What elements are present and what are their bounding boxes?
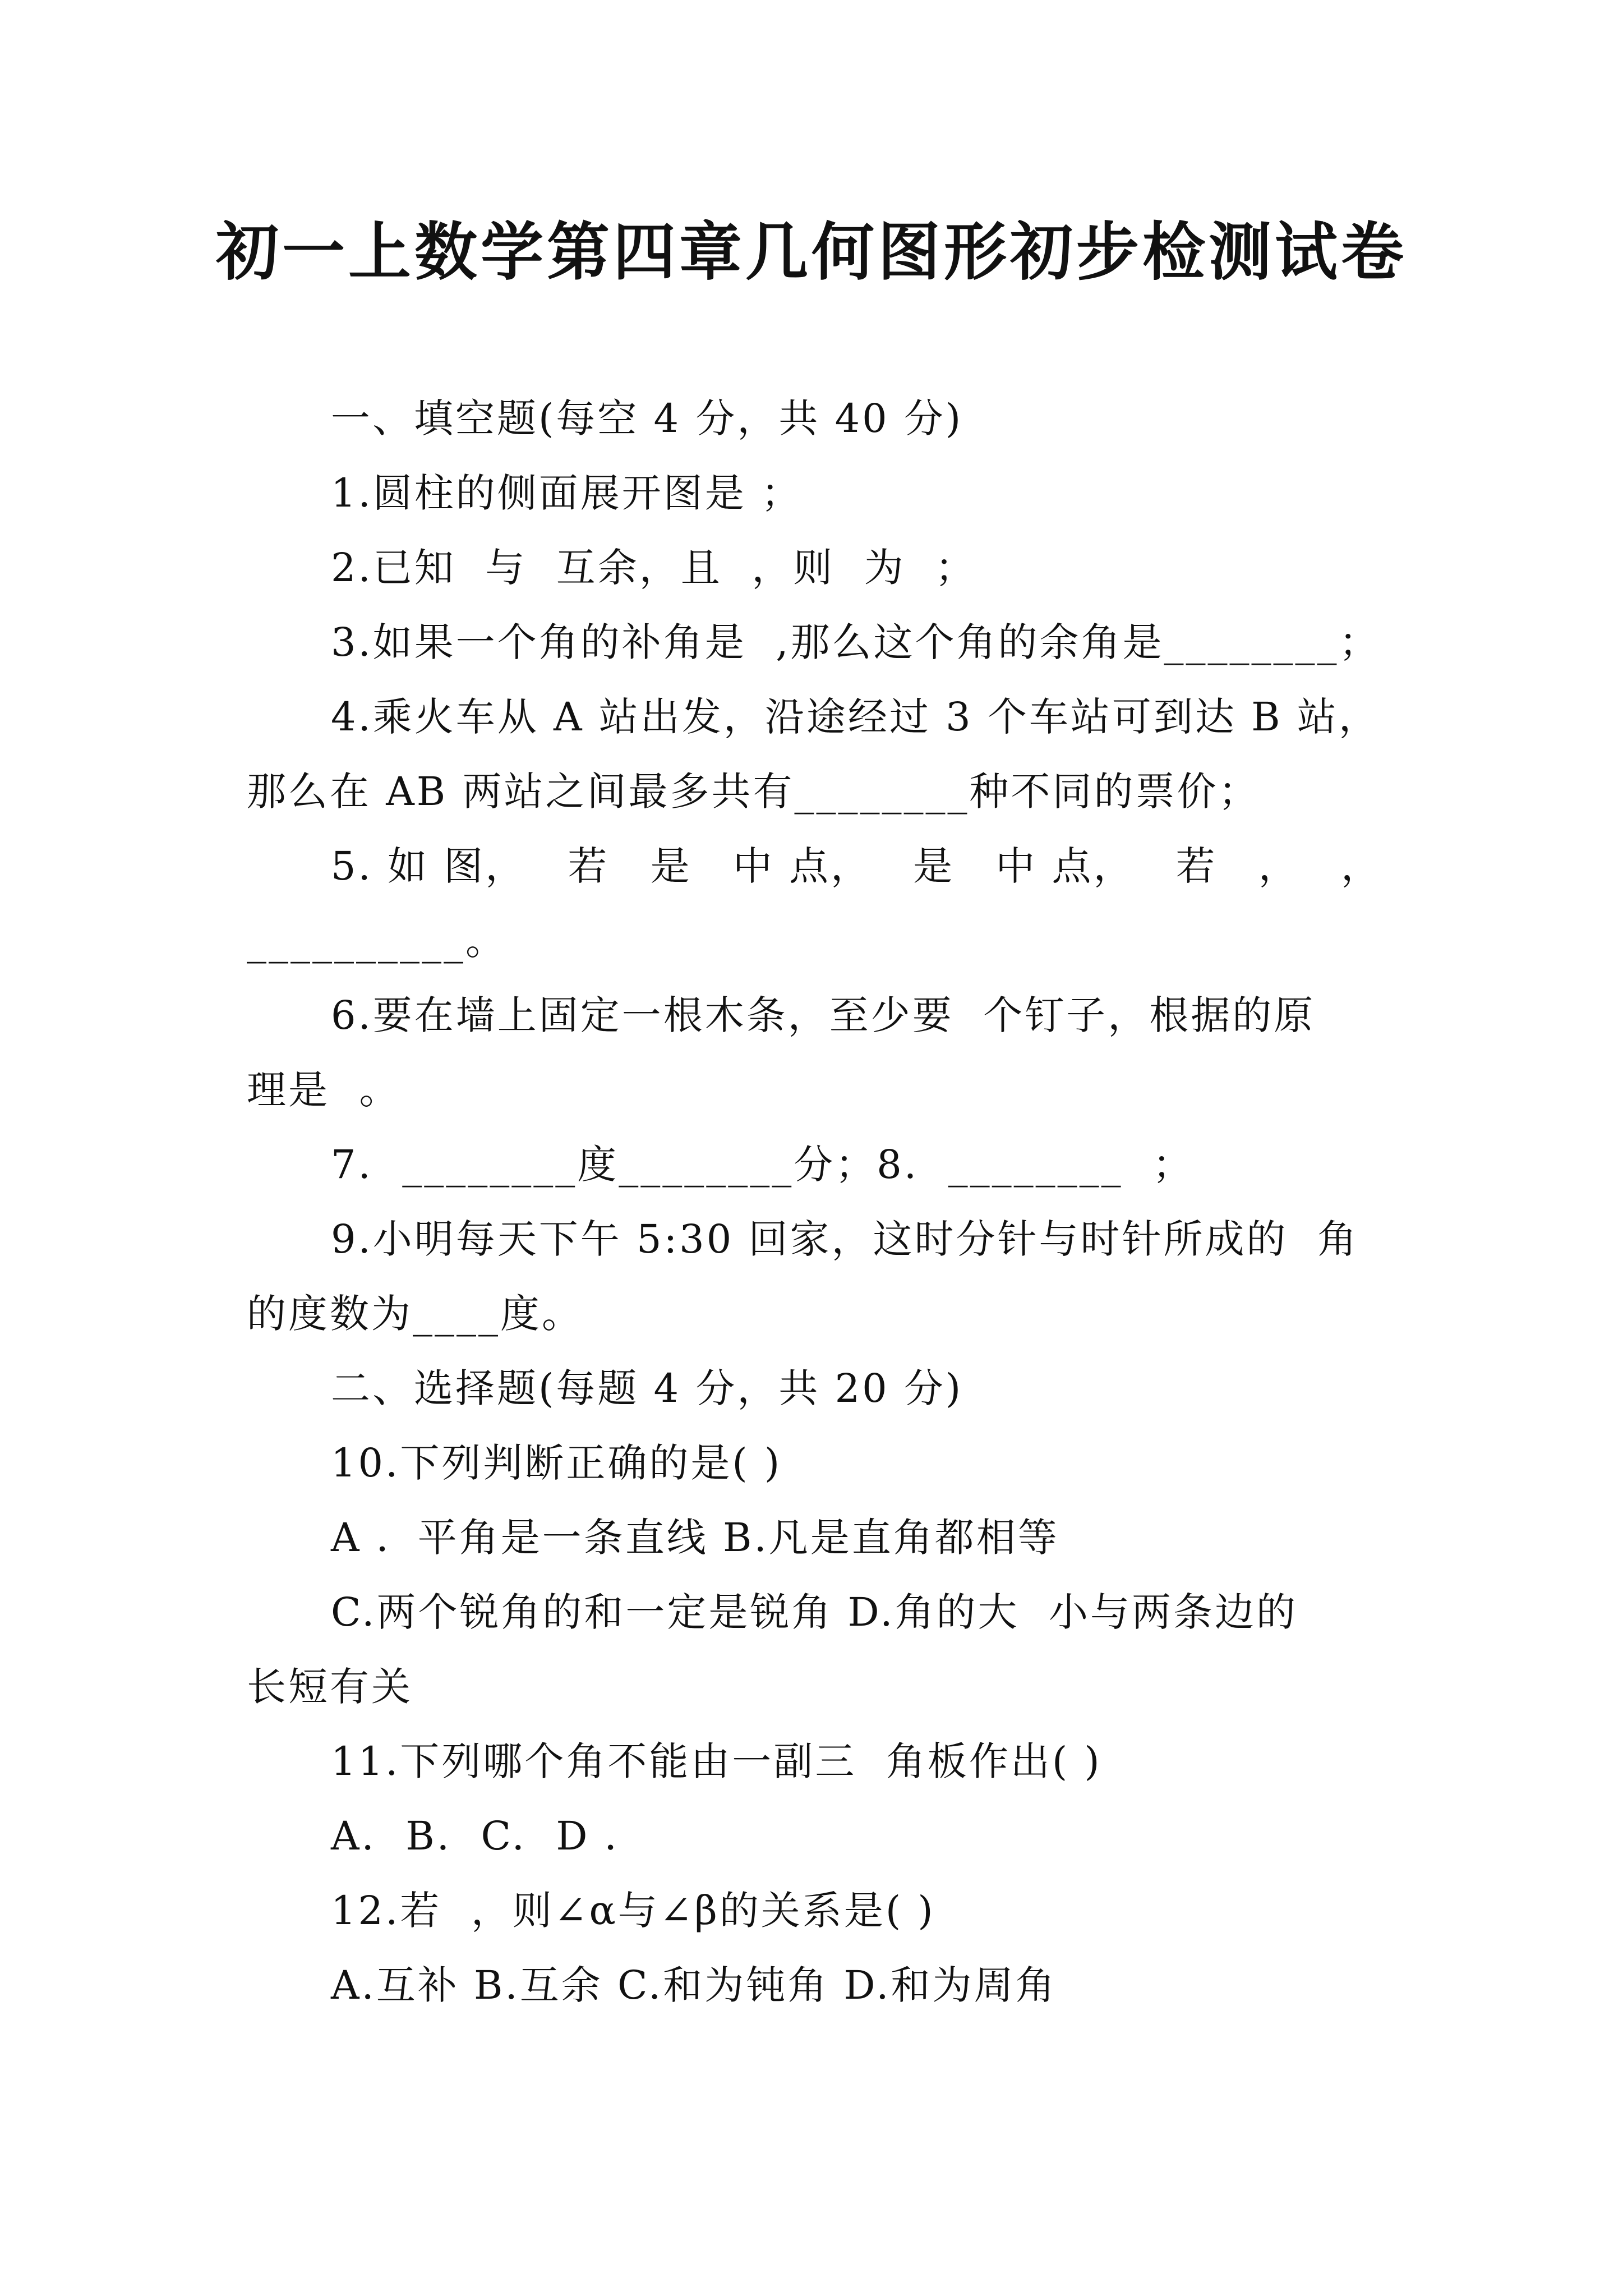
question-5-part: ， bbox=[1258, 843, 1300, 889]
question-6-line-2: 理是 。 bbox=[247, 1067, 401, 1113]
question-5-part: 是 bbox=[913, 843, 955, 889]
section-heading-fill-in: 一、填空题(每空 4 分，共 40 分) bbox=[331, 395, 963, 441]
question-10-options-ab: A ．平角是一条直线 B.凡是直角都相等 bbox=[331, 1515, 1059, 1561]
question-5-part: ， bbox=[1340, 843, 1382, 889]
question-5-part: 若 bbox=[568, 843, 610, 889]
question-5-part: 5. 如 图， bbox=[331, 843, 527, 889]
question-10-options-cd-continued: 长短有关 bbox=[247, 1664, 413, 1710]
question-3: 3.如果一个角的补角是 ,那么这个角的余角是________； bbox=[331, 619, 1381, 665]
question-10: 10.下列判断正确的是( ) bbox=[331, 1440, 782, 1486]
question-5-part: 中 点， bbox=[995, 843, 1135, 889]
question-12-options: A.互补 B.互余 C.和为钝角 D.和为周角 bbox=[331, 1962, 1057, 2008]
question-4-line-1: 4.乘火车从 A 站出发，沿途经过 3 个车站可到达 B 站， bbox=[331, 694, 1380, 740]
question-6-line-1: 6.要在墙上固定一根木条，至少要 个钉子，根据的原 bbox=[331, 992, 1316, 1038]
question-7-8: 7. ________度________分；8. ________ ； bbox=[331, 1142, 1195, 1188]
question-4-line-2: 那么在 AB 两站之间最多共有________种不同的票价； bbox=[247, 769, 1260, 815]
question-9-line-1: 9.小明每天下午 5:30 回家，这时分针与时针所成的 角 bbox=[331, 1216, 1359, 1262]
question-5-part: 中 点， bbox=[732, 843, 872, 889]
question-5-part: 若 bbox=[1175, 843, 1218, 889]
question-11-options: A. B. C. D ． bbox=[331, 1813, 646, 1859]
question-5-line-1 bbox=[331, 835, 1382, 891]
question-2: 2.已知 与 互余，且 ，则 为 ； bbox=[331, 545, 977, 591]
question-5-line-2: __________。 bbox=[247, 918, 507, 964]
question-12: 12.若 ，则∠α与∠β的关系是( ) bbox=[331, 1888, 935, 1934]
question-9-line-2: 的度数为____度。 bbox=[247, 1291, 583, 1337]
page-title: 初一上数学第四章几何图形初步检测试卷 bbox=[216, 216, 1407, 289]
question-10-options-cd: C.两个锐角的和一定是锐角 D.角的大 小与两条边的 bbox=[331, 1589, 1298, 1635]
question-1: 1.圆柱的侧面展开图是 ； bbox=[331, 470, 803, 516]
section-heading-multiple-choice: 二、选择题(每题 4 分，共 20 分) bbox=[331, 1365, 963, 1411]
question-5-part: 是 bbox=[650, 843, 692, 889]
question-11: 11.下列哪个角不能由一副三 角板作出( ) bbox=[331, 1738, 1102, 1784]
